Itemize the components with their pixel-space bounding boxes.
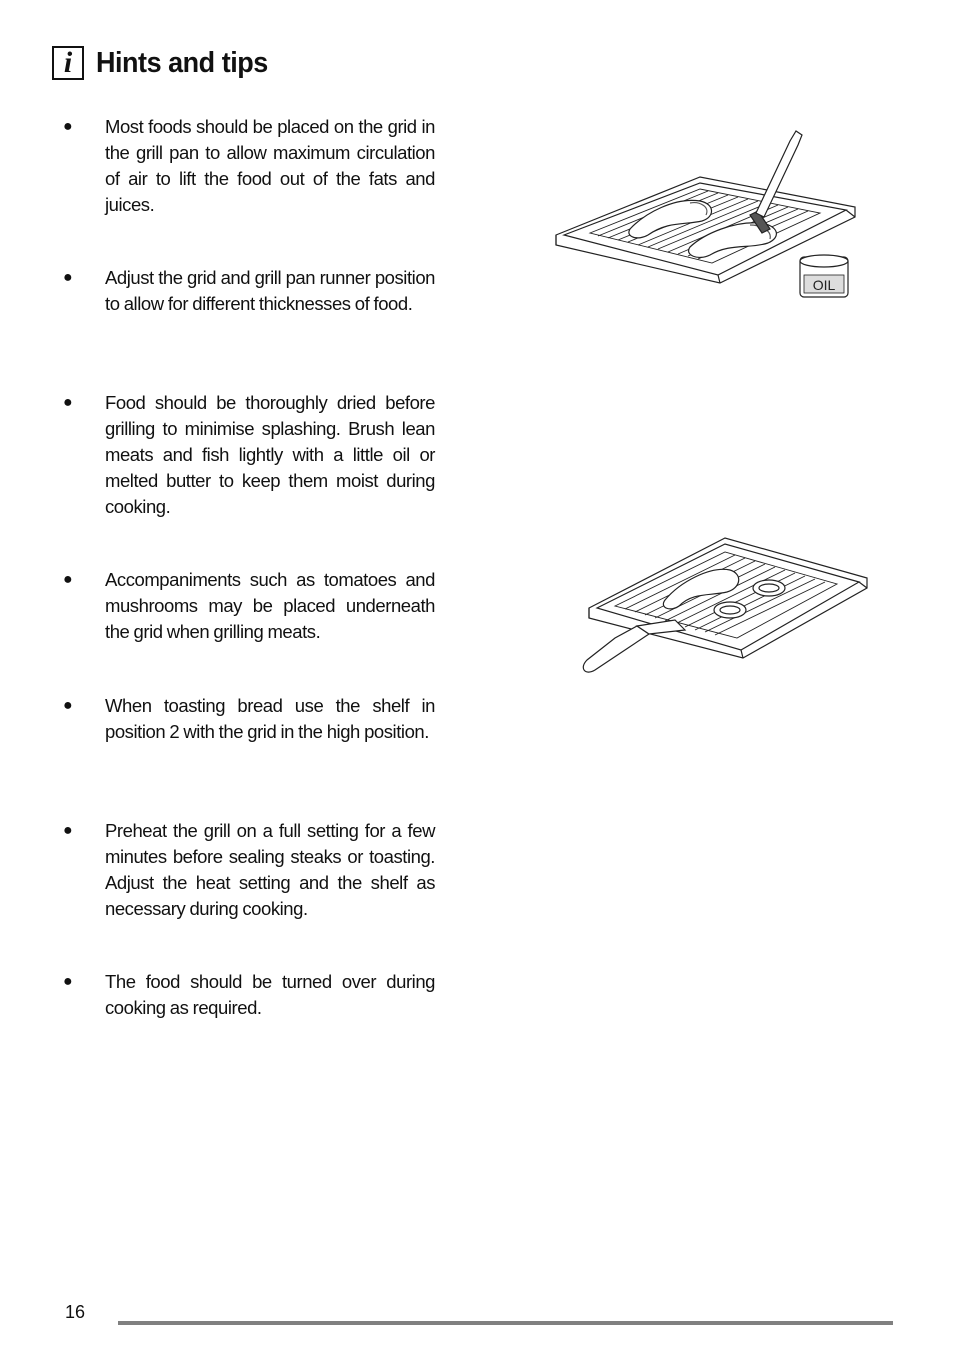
bullet-icon: ● xyxy=(63,697,73,714)
grill-pan-brush-illustration xyxy=(550,125,865,300)
bullet-icon: ● xyxy=(63,822,73,839)
footer-rule xyxy=(118,1321,893,1325)
tip-text: Adjust the grid and grill pan runner position to allow for different thicknesses of food. xyxy=(105,267,435,314)
page-number: 16 xyxy=(65,1302,86,1322)
grill-pan-handle-illustration xyxy=(575,530,875,685)
bullet-icon: ● xyxy=(63,571,73,588)
bullet-icon: ● xyxy=(63,394,73,411)
page-header xyxy=(52,46,281,80)
tip-text: Accompaniments such as tomatoes and mushrooms may be placed underneath the grid when grilling meats. xyxy=(105,569,435,642)
tip-text: When toasting bread use the shelf in position 2 with the grid in the high position. xyxy=(105,695,435,742)
bullet-icon: ● xyxy=(63,269,73,286)
tip-text: Food should be thoroughly dried before grilling to minimise splashing. Brush lean meats and fish lightly with a little oil or melted butter to keep them moist during cooking. xyxy=(105,392,435,517)
info-icon: i xyxy=(52,46,84,80)
tip-text: Preheat the grill on a full setting for a few minutes before sealing steaks or toasting. Adjust the heat setting and the shelf as necessary during cooking. xyxy=(105,820,435,919)
bullet-icon: ● xyxy=(63,973,73,990)
bullet-icon: ● xyxy=(63,118,73,135)
page-title: Hints and tips xyxy=(96,46,268,79)
oil-label: OIL xyxy=(812,277,836,293)
tip-text: Most foods should be placed on the grid in the grill pan to allow maximum circulation of air to lift the food out of the fats and juices. xyxy=(105,116,435,215)
tip-text: The food should be turned over during cooking as required. xyxy=(105,971,435,1018)
